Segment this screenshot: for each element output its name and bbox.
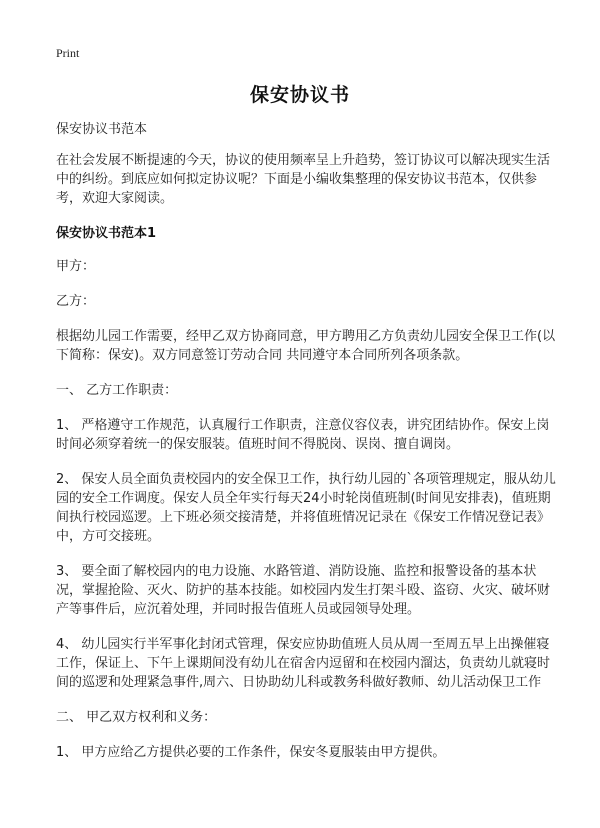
part2-heading: 二、 甲乙双方权利和义务： xyxy=(56,710,217,725)
duty-item-3: 3、 要全面了解校园内的电力设施、水路管道、消防设施、监控和报警设备的基本状况，掌握抢险、灭火、防护的基本技能。如校园内发生打架斗殴、盗窃、火灾、破坏财产等事件后，应沉着处理，并同时报告值班人员或园领导处理。 xyxy=(56,564,551,617)
part1-heading: 一、 乙方工作职责： xyxy=(56,383,178,398)
intro-paragraph: 在社会发展不断提速的今天，协议的使用频率呈上升趋势，签订协议可以解决现实生活中的纠纷。到底应如何拟定协议呢？下面是小编收集整理的保安协议书范本，仅供参考，欢迎大家阅读。 xyxy=(56,153,551,206)
section-heading: 保安协议书范本1 xyxy=(56,226,157,241)
document-title: 保安协议书 xyxy=(249,84,350,106)
party-b-line: 乙方： xyxy=(56,294,96,309)
print-label: Print xyxy=(56,46,80,60)
duty-item-4: 4、 幼儿园实行半军事化封闭式管理，保安应协助值班人员从周一至周五早上出操催寝工作，保证上、下午上课期间没有幼儿在宿舍内逗留和在校园内溜达，负责幼儿就寝时间的巡逻和处理紧急事件,周六、日协助幼儿科或教务科做好教师、幼儿活动保卫工作 xyxy=(56,637,551,690)
party-a-line: 甲方： xyxy=(56,259,96,274)
preamble-paragraph: 根据幼儿园工作需要，经甲乙双方协商同意，甲方聘用乙方负责幼儿园安全保卫工作(以下简称：保安)。双方同意签订劳动合同 共同遵守本合同所列各项条款。 xyxy=(56,329,556,363)
document-subtitle: 保安协议书范本 xyxy=(56,122,148,137)
right-item-1: 1、 甲方应给乙方提供必要的工作条件，保安冬夏服装由甲方提供。 xyxy=(56,745,446,760)
document-body xyxy=(56,120,556,778)
duty-item-1: 1、 严格遵守工作规范，认真履行工作职责，注意仪容仪表，讲究团结协作。保安上岗时间必须穿着统一的保安服装。值班时间不得脱岗、误岗、擅自调岗。 xyxy=(56,418,550,452)
duty-item-2: 2、 保安人员全面负责校园内的安全保卫工作，执行幼儿园的`各项管理规定，服从幼儿园的安全工作调度。保安人员全年实行每天24小时轮岗值班制(时间见安排表)，值班期间执行校园巡逻。上下班必须交接清楚，并将值班情况记录在《保安工作情况登记表》中，方可交接班。 xyxy=(56,472,556,544)
